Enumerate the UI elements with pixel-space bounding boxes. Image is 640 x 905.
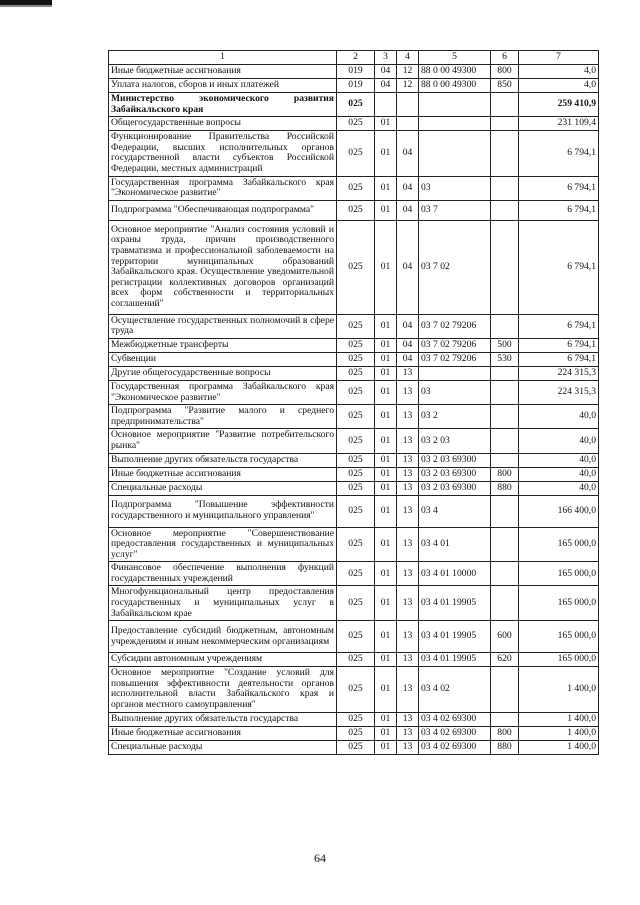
table-row: [109, 352, 599, 366]
admin-code-cell: 025: [337, 366, 375, 380]
amount-cell: 166 400,0: [519, 495, 599, 527]
table-row: [109, 653, 599, 667]
section-cell: 01: [375, 200, 397, 220]
subsection-cell: [397, 93, 419, 117]
table-row: [109, 740, 599, 754]
name-cell: Государственная программа Забайкальского края "Экономическое развитие": [109, 380, 337, 404]
amount-cell: 4,0: [519, 65, 599, 79]
admin-code-cell: 025: [337, 621, 375, 653]
name-cell: Специальные расходы: [109, 481, 337, 495]
section-cell: 01: [375, 495, 397, 527]
name-cell: Финансовое обеспечение выполнения функций государственных учреждений: [109, 562, 337, 586]
amount-cell: 165 000,0: [519, 621, 599, 653]
subsection-cell: 12: [397, 79, 419, 93]
expense-type-cell: [491, 176, 519, 200]
table-row: [109, 429, 599, 453]
subsection-cell: 13: [397, 453, 419, 467]
name-cell: Иные бюджетные ассигнования: [109, 726, 337, 740]
subsection-cell: 13: [397, 405, 419, 429]
section-cell: 01: [375, 621, 397, 653]
target-article-cell: [419, 117, 491, 131]
target-article-cell: 03 2 03: [419, 429, 491, 453]
table-row: [109, 481, 599, 495]
amount-cell: 6 794,1: [519, 131, 599, 176]
table-row: [109, 131, 599, 176]
amount-cell: 1 400,0: [519, 667, 599, 712]
target-article-cell: 03 7 02 79206: [419, 352, 491, 366]
page-number: 64: [314, 851, 326, 865]
amount-cell: 40,0: [519, 405, 599, 429]
section-cell: 01: [375, 726, 397, 740]
target-article-cell: [419, 131, 491, 176]
table-row: [109, 200, 599, 220]
expense-type-cell: [491, 220, 519, 314]
target-article-cell: 03: [419, 380, 491, 404]
target-article-cell: 03 2 03 69300: [419, 481, 491, 495]
target-article-cell: 03 7 02 79206: [419, 338, 491, 352]
amount-cell: 4,0: [519, 79, 599, 93]
subsection-cell: 13: [397, 366, 419, 380]
target-article-cell: 03 7 02 79206: [419, 314, 491, 338]
amount-cell: 1 400,0: [519, 740, 599, 754]
header-cell: 6: [491, 51, 519, 65]
subsection-cell: 12: [397, 65, 419, 79]
expense-type-cell: [491, 380, 519, 404]
section-cell: 01: [375, 740, 397, 754]
table-row: [109, 562, 599, 586]
admin-code-cell: 025: [337, 380, 375, 404]
section-cell: 01: [375, 314, 397, 338]
target-article-cell: 88 0 00 49300: [419, 79, 491, 93]
admin-code-cell: 025: [337, 586, 375, 621]
admin-code-cell: 025: [337, 131, 375, 176]
expense-type-cell: 880: [491, 740, 519, 754]
expense-type-cell: [491, 131, 519, 176]
name-cell: Осуществление государственных полномочий в сфере труда: [109, 314, 337, 338]
header-cell: 3: [375, 51, 397, 65]
subsection-cell: 13: [397, 562, 419, 586]
table-row: [109, 621, 599, 653]
table-row: [109, 65, 599, 79]
expense-type-cell: 850: [491, 79, 519, 93]
amount-cell: 1 400,0: [519, 726, 599, 740]
admin-code-cell: 025: [337, 352, 375, 366]
expense-type-cell: 800: [491, 65, 519, 79]
table-row: [109, 314, 599, 338]
admin-code-cell: 025: [337, 453, 375, 467]
admin-code-cell: 025: [337, 200, 375, 220]
expense-type-cell: [491, 712, 519, 726]
name-cell: Межбюджетные трансферты: [109, 338, 337, 352]
table-row: [109, 667, 599, 712]
subsection-cell: 04: [397, 220, 419, 314]
section-cell: 01: [375, 467, 397, 481]
amount-cell: 6 794,1: [519, 338, 599, 352]
table-row: [109, 338, 599, 352]
expense-type-cell: 620: [491, 653, 519, 667]
name-cell: Иные бюджетные ассигнования: [109, 65, 337, 79]
table-row: [109, 380, 599, 404]
target-article-cell: [419, 366, 491, 380]
subsection-cell: 13: [397, 740, 419, 754]
section-cell: 01: [375, 712, 397, 726]
admin-code-cell: 025: [337, 467, 375, 481]
budget-table: [108, 50, 599, 755]
amount-cell: 6 794,1: [519, 200, 599, 220]
target-article-cell: 03 4 02 69300: [419, 740, 491, 754]
admin-code-cell: 025: [337, 481, 375, 495]
subsection-cell: 13: [397, 586, 419, 621]
admin-code-cell: 025: [337, 220, 375, 314]
admin-code-cell: 025: [337, 527, 375, 562]
header-cell: 5: [419, 51, 491, 65]
amount-cell: 6 794,1: [519, 314, 599, 338]
admin-code-cell: 025: [337, 405, 375, 429]
name-cell: Подпрограмма "Обеспечивающая подпрограмма": [109, 200, 337, 220]
scan-edge-shadow: [0, 5, 52, 7]
admin-code-cell: 025: [337, 429, 375, 453]
section-cell: 01: [375, 338, 397, 352]
expense-type-cell: [491, 200, 519, 220]
amount-cell: 40,0: [519, 481, 599, 495]
table-row: [109, 220, 599, 314]
expense-type-cell: [491, 667, 519, 712]
target-article-cell: 03: [419, 176, 491, 200]
section-cell: 01: [375, 453, 397, 467]
subsection-cell: 13: [397, 621, 419, 653]
table-row: [109, 726, 599, 740]
amount-cell: 1 400,0: [519, 712, 599, 726]
table-header-row: [109, 51, 599, 65]
section-cell: 01: [375, 667, 397, 712]
admin-code-cell: 025: [337, 338, 375, 352]
expense-type-cell: 500: [491, 338, 519, 352]
expense-type-cell: 800: [491, 467, 519, 481]
name-cell: Основное мероприятие "Совершенствование предоставления государственных и муниципальных услуг": [109, 527, 337, 562]
admin-code-cell: 025: [337, 712, 375, 726]
name-cell: Специальные расходы: [109, 740, 337, 754]
name-cell: Выполнение других обязательств государства: [109, 712, 337, 726]
header-cell: 2: [337, 51, 375, 65]
table-row: [109, 712, 599, 726]
subsection-cell: 13: [397, 429, 419, 453]
subsection-cell: 04: [397, 176, 419, 200]
subsection-cell: 04: [397, 200, 419, 220]
target-article-cell: 03 4 02: [419, 667, 491, 712]
table-row: [109, 453, 599, 467]
amount-cell: 224 315,3: [519, 380, 599, 404]
amount-cell: 40,0: [519, 467, 599, 481]
amount-cell: 6 794,1: [519, 176, 599, 200]
subsection-cell: 13: [397, 712, 419, 726]
name-cell: Подпрограмма "Развитие малого и среднего предпринимательства": [109, 405, 337, 429]
admin-code-cell: 025: [337, 93, 375, 117]
name-cell: Подпрограмма "Повышение эффективности государственного и муниципального управления": [109, 495, 337, 527]
section-cell: 01: [375, 653, 397, 667]
section-cell: 01: [375, 117, 397, 131]
amount-cell: 6 794,1: [519, 220, 599, 314]
header-cell: 4: [397, 51, 419, 65]
target-article-cell: 03 2 03 69300: [419, 453, 491, 467]
target-article-cell: 88 0 00 49300: [419, 65, 491, 79]
expense-type-cell: [491, 314, 519, 338]
subsection-cell: 04: [397, 131, 419, 176]
amount-cell: 6 794,1: [519, 352, 599, 366]
target-article-cell: 03 4 01 19905: [419, 586, 491, 621]
subsection-cell: 13: [397, 481, 419, 495]
header-cell: 1: [109, 51, 337, 65]
subsection-cell: [397, 117, 419, 131]
admin-code-cell: 025: [337, 117, 375, 131]
name-cell: Предоставление субсидий бюджетным, автономным учреждениям и иным некоммерческим организациям: [109, 621, 337, 653]
expense-type-cell: [491, 429, 519, 453]
section-cell: 04: [375, 65, 397, 79]
table-body: [109, 65, 599, 755]
name-cell: Иные бюджетные ассигнования: [109, 467, 337, 481]
section-cell: 04: [375, 79, 397, 93]
admin-code-cell: 025: [337, 653, 375, 667]
name-cell: Государственная программа Забайкальского края "Экономическое развитие": [109, 176, 337, 200]
subsection-cell: 04: [397, 338, 419, 352]
section-cell: 01: [375, 176, 397, 200]
subsection-cell: 13: [397, 495, 419, 527]
admin-code-cell: 019: [337, 65, 375, 79]
subsection-cell: 13: [397, 726, 419, 740]
target-article-cell: 03 2 03 69300: [419, 467, 491, 481]
section-cell: 01: [375, 380, 397, 404]
admin-code-cell: 025: [337, 726, 375, 740]
name-cell: Основное мероприятие "Создание условий для повышения эффективности деятельности органов исполнительной власти Забайкальского края и органов местного самоуправления": [109, 667, 337, 712]
admin-code-cell: 025: [337, 314, 375, 338]
name-cell: Другие общегосударственные вопросы: [109, 366, 337, 380]
expense-type-cell: 530: [491, 352, 519, 366]
amount-cell: 231 109,4: [519, 117, 599, 131]
expense-type-cell: [491, 405, 519, 429]
section-cell: [375, 93, 397, 117]
amount-cell: 165 000,0: [519, 562, 599, 586]
table-row: [109, 176, 599, 200]
subsection-cell: 13: [397, 653, 419, 667]
expense-type-cell: 800: [491, 726, 519, 740]
expense-type-cell: [491, 527, 519, 562]
target-article-cell: 03 4 01: [419, 527, 491, 562]
target-article-cell: 03 7 02: [419, 220, 491, 314]
target-article-cell: 03 4 02 69300: [419, 712, 491, 726]
subsection-cell: 04: [397, 314, 419, 338]
target-article-cell: 03 4 01 19905: [419, 653, 491, 667]
admin-code-cell: 019: [337, 79, 375, 93]
target-article-cell: [419, 93, 491, 117]
section-cell: 01: [375, 131, 397, 176]
section-cell: 01: [375, 352, 397, 366]
name-cell: Многофункциональный центр предоставления государственных и муниципальных услуг в Забайкальском крае: [109, 586, 337, 621]
expense-type-cell: [491, 562, 519, 586]
expense-type-cell: 600: [491, 621, 519, 653]
table-row: [109, 527, 599, 562]
expense-type-cell: [491, 366, 519, 380]
subsection-cell: 13: [397, 527, 419, 562]
subsection-cell: 04: [397, 352, 419, 366]
expense-type-cell: 880: [491, 481, 519, 495]
target-article-cell: 03 4 02 69300: [419, 726, 491, 740]
name-cell: Основное мероприятие "Анализ состояния условий и охраны труда, причин производственного травматизма и профессиональной заболеваемости на территории муниципальных образований Забайкальского края. Осуществление уведомительной регистрации коллективных договоров организаций всех форм собственности и территориальных соглашений": [109, 220, 337, 314]
subsection-cell: 13: [397, 380, 419, 404]
section-cell: 01: [375, 586, 397, 621]
expense-type-cell: [491, 117, 519, 131]
name-cell: Субвенции: [109, 352, 337, 366]
section-cell: 01: [375, 429, 397, 453]
name-cell: Основное мероприятие "Развитие потребительского рынка": [109, 429, 337, 453]
amount-cell: 224 315,3: [519, 366, 599, 380]
name-cell: Выполнение других обязательств государства: [109, 453, 337, 467]
target-article-cell: 03 7: [419, 200, 491, 220]
target-article-cell: 03 4 01 19905: [419, 621, 491, 653]
section-cell: 01: [375, 562, 397, 586]
target-article-cell: 03 2: [419, 405, 491, 429]
expense-type-cell: [491, 93, 519, 117]
name-cell: Субсидии автономным учреждениям: [109, 653, 337, 667]
subsection-cell: 13: [397, 667, 419, 712]
admin-code-cell: 025: [337, 562, 375, 586]
expense-type-cell: [491, 586, 519, 621]
table-row: [109, 467, 599, 481]
expense-type-cell: [491, 453, 519, 467]
table-row: [109, 586, 599, 621]
admin-code-cell: 025: [337, 495, 375, 527]
name-cell: Общегосударственные вопросы: [109, 117, 337, 131]
amount-cell: 165 000,0: [519, 586, 599, 621]
table-row: [109, 93, 599, 117]
header-cell: 7: [519, 51, 599, 65]
section-cell: 01: [375, 481, 397, 495]
admin-code-cell: 025: [337, 667, 375, 712]
amount-cell: 40,0: [519, 429, 599, 453]
amount-cell: 40,0: [519, 453, 599, 467]
target-article-cell: 03 4 01 10000: [419, 562, 491, 586]
section-cell: 01: [375, 220, 397, 314]
amount-cell: 259 410,9: [519, 93, 599, 117]
name-cell: Функционирование Правительства Российской Федерации, высших исполнительных органов государственной власти субъектов Российской Федерации, местных администраций: [109, 131, 337, 176]
subsection-cell: 13: [397, 467, 419, 481]
section-cell: 01: [375, 527, 397, 562]
amount-cell: 165 000,0: [519, 653, 599, 667]
table-row: [109, 79, 599, 93]
admin-code-cell: 025: [337, 740, 375, 754]
section-cell: 01: [375, 366, 397, 380]
amount-cell: 165 000,0: [519, 527, 599, 562]
table-row: [109, 405, 599, 429]
admin-code-cell: 025: [337, 176, 375, 200]
table-row: [109, 366, 599, 380]
table-row: [109, 495, 599, 527]
target-article-cell: 03 4: [419, 495, 491, 527]
expense-type-cell: [491, 495, 519, 527]
section-cell: 01: [375, 405, 397, 429]
name-cell: Министерство экономического развития Забайкальского края: [109, 93, 337, 117]
table-row: [109, 117, 599, 131]
name-cell: Уплата налогов, сборов и иных платежей: [109, 79, 337, 93]
